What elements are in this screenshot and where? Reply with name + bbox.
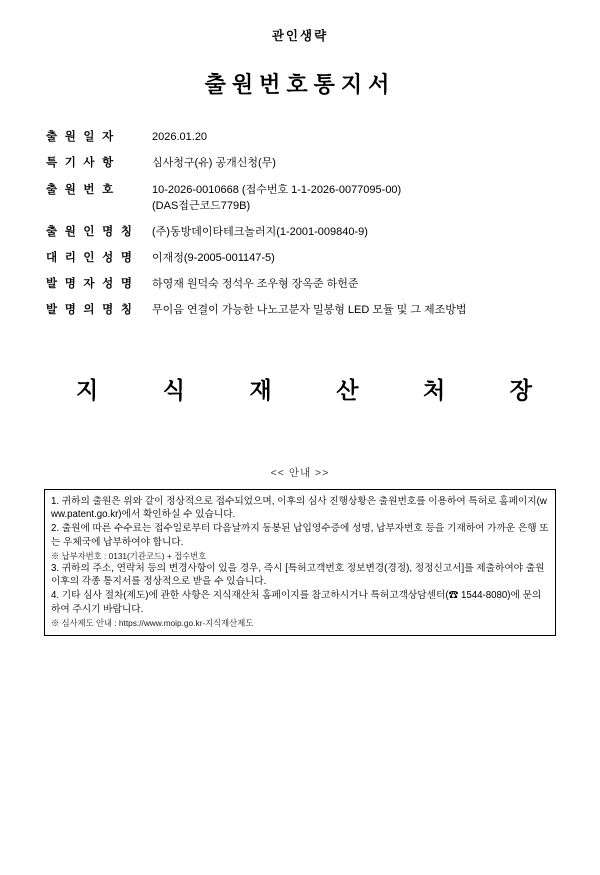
notice-subnote-1: ※ 납부자번호 : 0131(기관코드) + 접수번호: [51, 550, 207, 561]
field-label-inventor-name: 발 명 자 성 명: [46, 278, 135, 290]
field-value-applicant-name: [150, 224, 368, 241]
authority-char-4: 산: [336, 376, 359, 403]
field-row: [46, 129, 556, 146]
field-value-filing-date: [150, 129, 207, 146]
authority-char-2: 식: [162, 376, 185, 403]
notice-box: [44, 489, 556, 636]
field-label-applicant-name: 출 원 인 명 칭: [46, 225, 135, 238]
field-value-subtext: (DAS접근코드779B): [152, 200, 251, 212]
seal-omitted-note: 관인생략: [271, 29, 329, 43]
field-value-text: 2026.01.20: [152, 131, 208, 143]
application-fields: [46, 129, 556, 320]
authority-char-1: 지: [76, 376, 99, 403]
page-title: 출원번호통지서: [204, 72, 396, 97]
field-value-application-number: [150, 182, 401, 215]
guide-heading: << 안내 >>: [270, 466, 330, 479]
field-row: [46, 276, 556, 293]
field-value-text: (주)동방데이타테크놀러지(1-2001-009840-9): [152, 225, 368, 238]
authority-char-6: 장: [509, 376, 532, 403]
authority-char-3: 재: [249, 376, 272, 403]
issuing-authority: [44, 372, 556, 405]
field-label-invention-title: 발 명 의 명 칭: [46, 304, 135, 317]
field-label-application-number: 출 원 번 호: [46, 183, 116, 196]
authority-char-5: 처: [423, 376, 446, 403]
notice-item-3: 3. 귀하의 주소, 연락처 등의 변경사항이 있을 경우, 즉시 [특허고객번호 정보변경(경정), 정정신고서]를 제출하여야 출원 이후의 각종 통지서를 정상적으로 받을 수 있습니다.: [51, 562, 545, 588]
field-value-text: 하영재 원덕숙 정석우 조우형 장옥준 하헌준: [152, 278, 359, 290]
field-label-filing-date: 출 원 일 자: [46, 131, 116, 143]
document-page: [0, 26, 600, 875]
field-value-invention-title: [150, 302, 467, 319]
field-value-text: 심사청구(유) 공개신청(무): [152, 157, 276, 170]
field-value-text: 이재정(9-2005-001147-5): [152, 251, 275, 264]
field-label-remarks: 특 기 사 항: [46, 157, 116, 170]
notice-subnote-2: ※ 심사제도 안내 : https://www.moip.go.kr-지식재산제도: [51, 617, 254, 628]
field-row: [46, 250, 556, 267]
field-value-agent-name: [150, 250, 275, 267]
field-value-text: 10-2026-0010668 (접수번호 1-1-2026-0077095-00): [152, 183, 402, 196]
notice-item-2: 2. 출원에 따른 수수료는 접수일로부터 다음날까지 동봉된 납입영수증에 성명, 납부자번호 등을 기재하여 가까운 은행 또는 우체국에 납부하여야 합니다.: [51, 523, 549, 548]
field-value-inventor-name: [150, 276, 359, 293]
field-row: [46, 224, 556, 241]
notice-item-4: 4. 기타 심사 절차(제도)에 관한 사항은 지식재산처 홈페이지를 참고하시거나 특허고객상담센터(☎ 1544-8080)에 문의하여 주시기 바랍니다.: [51, 590, 542, 615]
field-label-agent-name: 대 리 인 성 명: [46, 251, 135, 264]
field-row: [46, 302, 556, 319]
field-value-text: 무이음 연결이 가능한 나노고분자 밀봉형 LED 모듈 및 그 제조방법: [152, 304, 467, 317]
field-value-remarks: [150, 155, 276, 172]
notice-item-1: 1. 귀하의 출원은 위와 같이 정상적으로 접수되었으며, 이후의 심사 진행상황은 출원번호를 이용하여 특허로 홈페이지(www.patent.go.kr)에서 확인하실 수 있습니다.: [51, 495, 547, 521]
field-row: [46, 182, 556, 215]
field-row: [46, 155, 556, 172]
